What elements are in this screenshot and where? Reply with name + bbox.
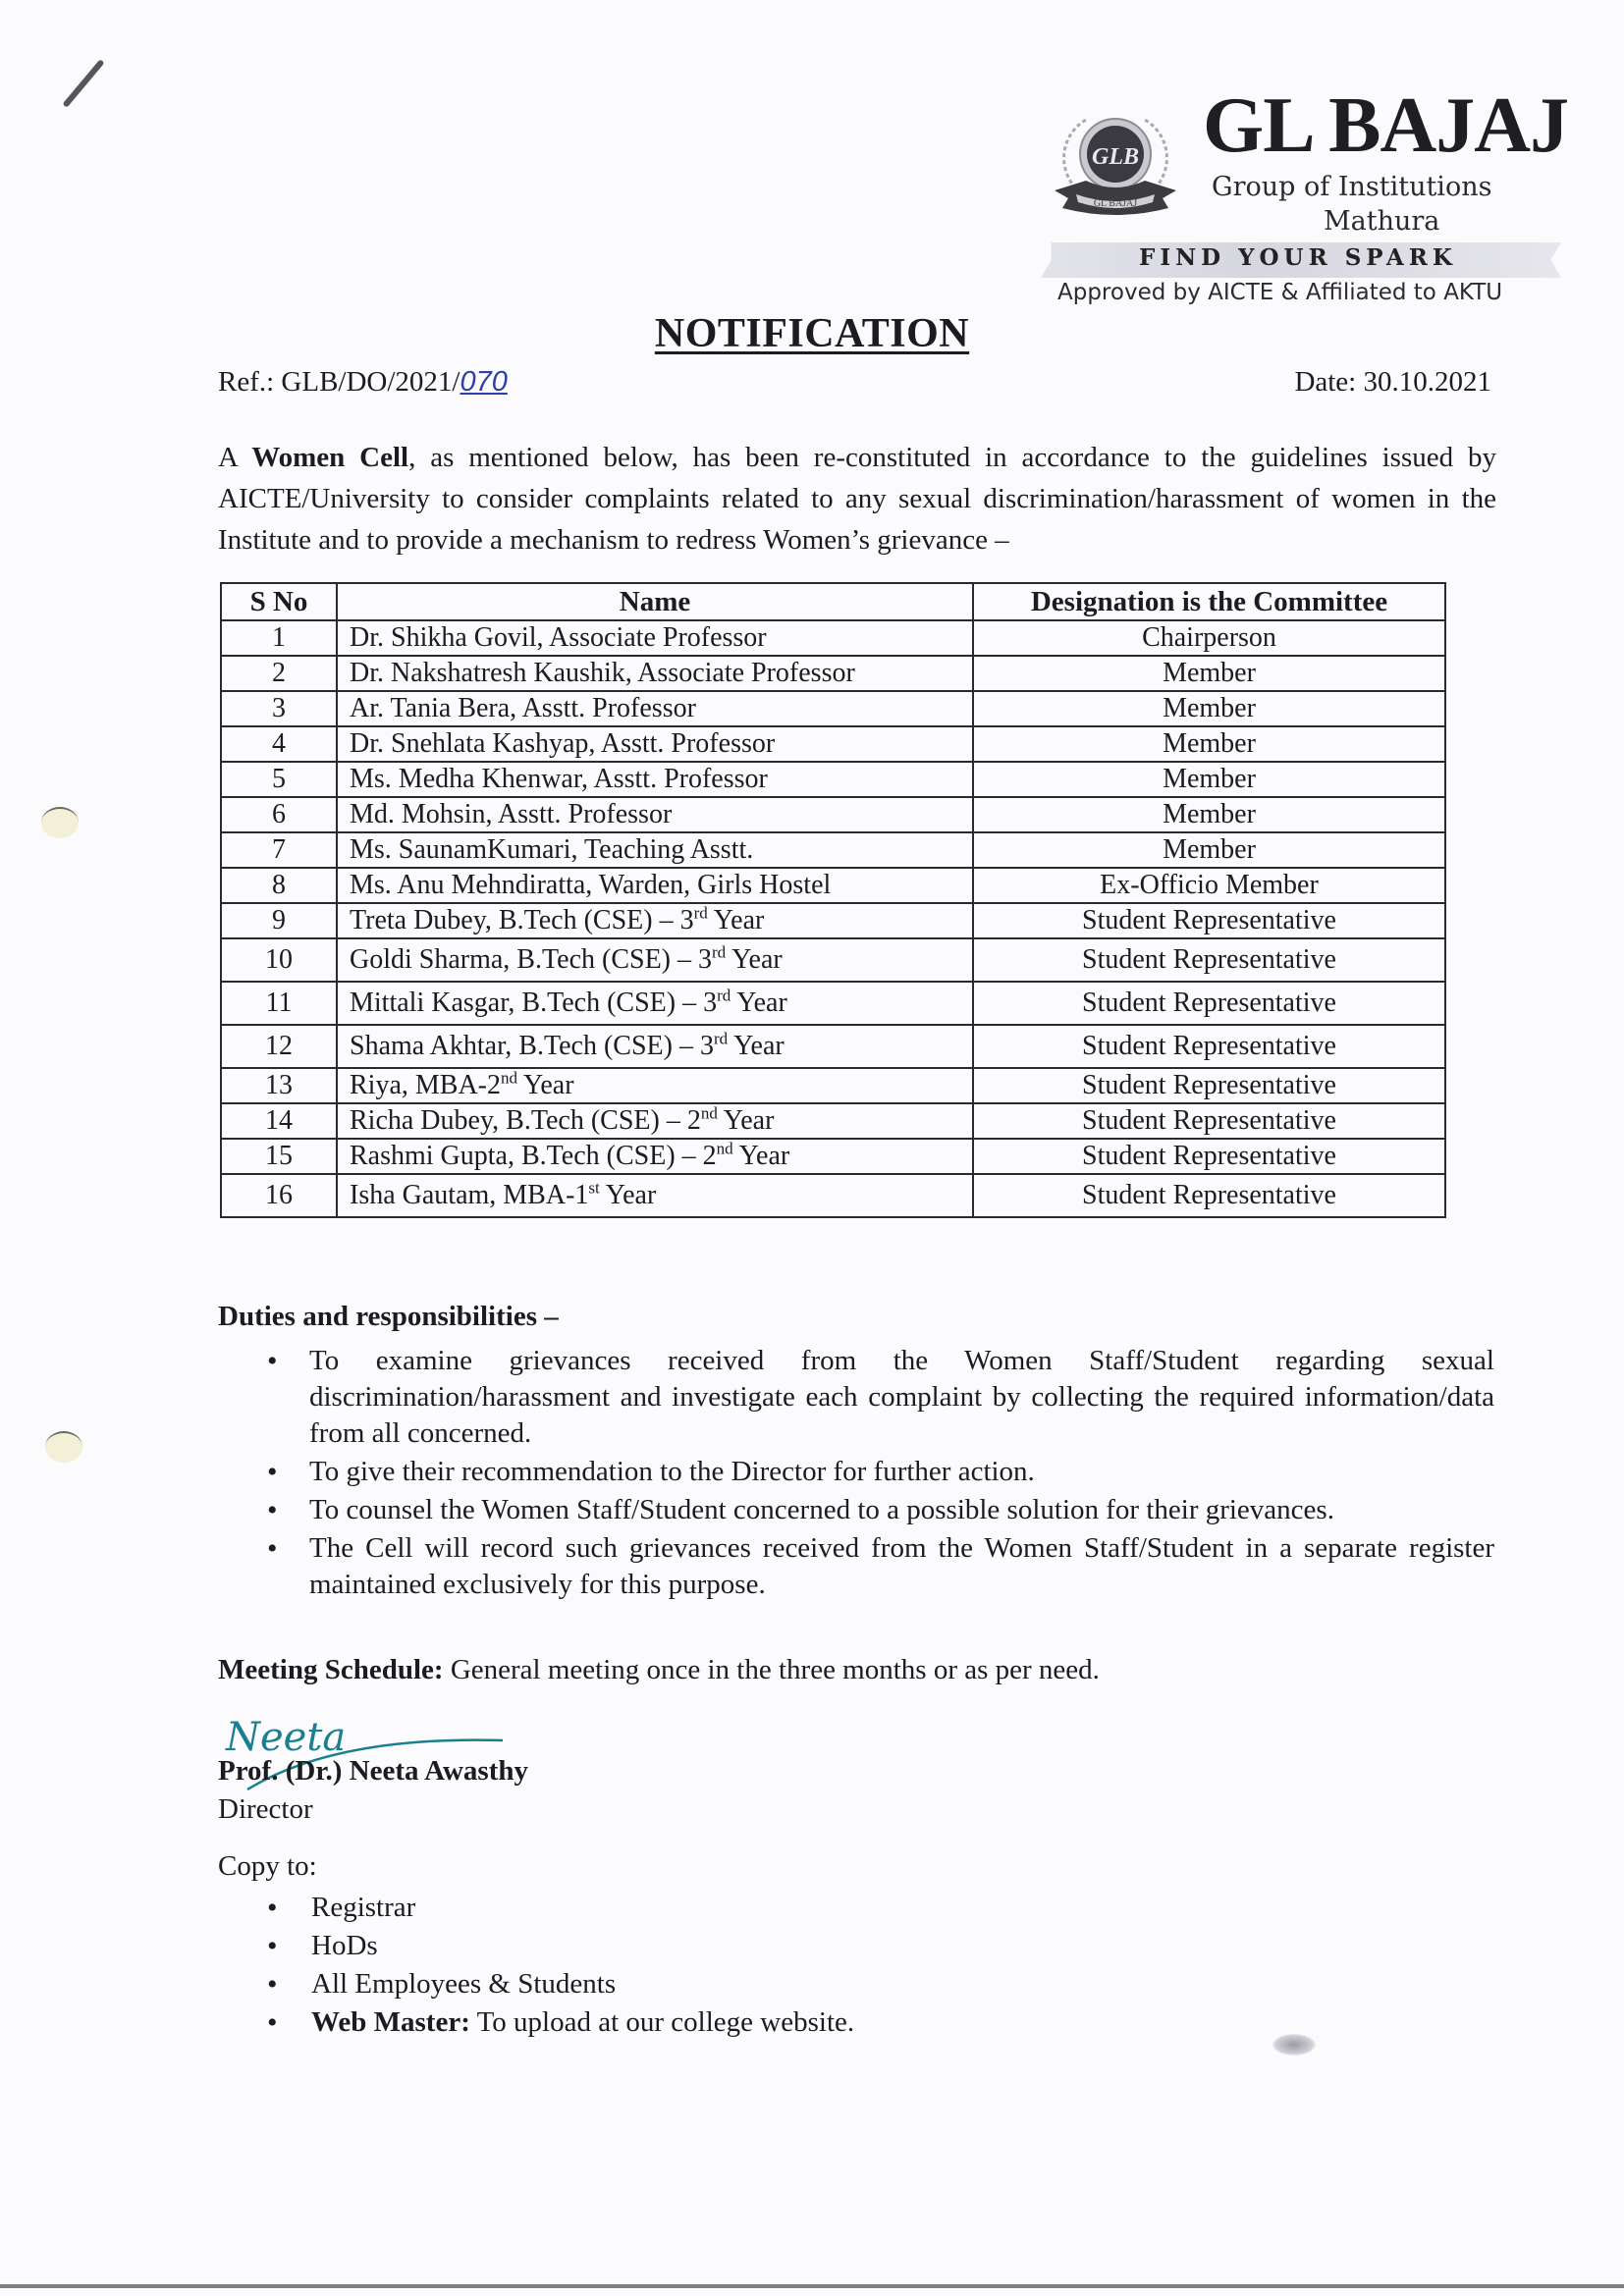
cell-designation: Member <box>973 832 1445 868</box>
svg-text:Neeta: Neeta <box>226 1715 347 1760</box>
table-row <box>221 832 1445 868</box>
signatory-role: Director <box>218 1793 313 1825</box>
institution-emblem-icon <box>1047 100 1184 218</box>
intro-paragraph: A Women Cell, as mentioned below, has been re-constituted in accordance to the guidelines issued by AICTE/University to consider complaints related to any sexual discrimination/harassment of women in the Institute and to provide a mechanism to redress Women’s grievance – <box>218 442 1496 556</box>
cell-name: Ms. Anu Mehndiratta, Warden, Girls Hostel <box>337 868 973 903</box>
page-edge <box>0 2284 1624 2288</box>
duty-item: • To examine grievances received from the Women Staff/Student regarding sexual discrimination/harassment and investigate each complaint by collecting the required information/data from all concerned. <box>267 1343 1494 1452</box>
duty-item: • To give their recommendation to the Director for further action. <box>267 1454 1494 1490</box>
table-row <box>221 1174 1445 1217</box>
cell-name: Ms. Medha Khenwar, Asstt. Professor <box>337 762 973 797</box>
table-row <box>221 1103 1445 1139</box>
table-row <box>221 691 1445 726</box>
cell-designation: Student Representative <box>973 1174 1445 1217</box>
cell-sno: 7 <box>221 832 337 868</box>
cell-designation: Member <box>973 726 1445 762</box>
copy-to-item: • All Employees & Students <box>267 1966 1151 2002</box>
cell-name: Ar. Tania Bera, Asstt. Professor <box>337 691 973 726</box>
cell-sno: 6 <box>221 797 337 832</box>
brand-city: Mathura <box>1324 206 1440 237</box>
cell-name: Dr. Nakshatresh Kaushik, Associate Professor <box>337 656 973 691</box>
cell-name: Riya, MBA-2nd Year <box>337 1068 973 1103</box>
table-row <box>221 1068 1445 1103</box>
table-row <box>221 868 1445 903</box>
cell-sno: 1 <box>221 620 337 656</box>
duties-heading: Duties and responsibilities – <box>218 1301 559 1332</box>
table-row <box>221 903 1445 938</box>
cell-sno: 13 <box>221 1068 337 1103</box>
meeting-schedule-text: General meeting once in the three months or as per need. <box>443 1654 1100 1685</box>
svg-text:GL BAJAJ: GL BAJAJ <box>1093 198 1138 209</box>
meeting-schedule <box>218 1654 1100 1686</box>
column-header-designation: Designation is the Committee <box>973 583 1445 620</box>
cell-name: Treta Dubey, B.Tech (CSE) – 3rd Year <box>337 903 973 938</box>
cell-sno: 5 <box>221 762 337 797</box>
cell-name: Ms. SaunamKumari, Teaching Asstt. <box>337 832 973 868</box>
women-cell-label: Women Cell <box>251 442 409 473</box>
handwritten-signature <box>218 1696 513 1804</box>
cell-designation: Member <box>973 762 1445 797</box>
duties-list <box>267 1343 1494 1605</box>
table-row <box>221 620 1445 656</box>
copy-to-item: • HoDs <box>267 1928 1151 1964</box>
table-row <box>221 762 1445 797</box>
reference-handwritten-number: 070 <box>460 366 508 398</box>
ink-smudge <box>1272 2034 1316 2056</box>
cell-designation: Ex-Officio Member <box>973 868 1445 903</box>
column-header-sno: S No <box>221 583 337 620</box>
cell-designation: Member <box>973 691 1445 726</box>
cell-sno: 16 <box>221 1174 337 1217</box>
cell-name: Dr. Shikha Govil, Associate Professor <box>337 620 973 656</box>
copy-to-list <box>267 1890 1151 2043</box>
table-row <box>221 1139 1445 1174</box>
reference-prefix: Ref.: GLB/DO/2021/ <box>218 366 460 398</box>
cell-name: Mittali Kasgar, B.Tech (CSE) – 3rd Year <box>337 982 973 1025</box>
punch-hole-bottom <box>45 1431 82 1463</box>
staple-mark <box>62 59 104 108</box>
tagline: FIND YOUR SPARK <box>1139 244 1457 271</box>
cell-designation: Student Representative <box>973 903 1445 938</box>
cell-name: Isha Gautam, MBA-1st Year <box>337 1174 973 1217</box>
table-row <box>221 726 1445 762</box>
table-row <box>221 982 1445 1025</box>
duty-item: • To counsel the Women Staff/Student concerned to a possible solution for their grievances. <box>267 1492 1494 1528</box>
document-title: NOTIFICATION <box>654 311 970 356</box>
reference-number <box>218 366 508 399</box>
letterhead <box>1041 82 1591 321</box>
copy-to-heading: Copy to: <box>218 1850 317 1882</box>
approval-line: Approved by AICTE & Affiliated to AKTU <box>1057 280 1503 305</box>
cell-sno: 3 <box>221 691 337 726</box>
document-date: Date: 30.10.2021 <box>1294 366 1491 398</box>
cell-sno: 9 <box>221 903 337 938</box>
cell-designation: Chairperson <box>973 620 1445 656</box>
cell-name: Md. Mohsin, Asstt. Professor <box>337 797 973 832</box>
cell-designation: Student Representative <box>973 938 1445 982</box>
cell-name: Rashmi Gupta, B.Tech (CSE) – 2nd Year <box>337 1139 973 1174</box>
cell-designation: Student Representative <box>973 1025 1445 1068</box>
cell-designation: Student Representative <box>973 1139 1445 1174</box>
brand-subtitle: Group of Institutions <box>1212 172 1492 202</box>
cell-sno: 14 <box>221 1103 337 1139</box>
cell-sno: 4 <box>221 726 337 762</box>
cell-sno: 8 <box>221 868 337 903</box>
table-row <box>221 938 1445 982</box>
brand-name: GL BAJAJ <box>1203 82 1569 169</box>
table-row <box>221 1025 1445 1068</box>
committee-table <box>220 582 1446 1218</box>
table-row <box>221 797 1445 832</box>
cell-name: Goldi Sharma, B.Tech (CSE) – 3rd Year <box>337 938 973 982</box>
cell-sno: 2 <box>221 656 337 691</box>
meeting-schedule-label: Meeting Schedule: <box>218 1654 444 1685</box>
cell-sno: 11 <box>221 982 337 1025</box>
cell-designation: Member <box>973 797 1445 832</box>
column-header-name: Name <box>337 583 973 620</box>
cell-name: Dr. Snehlata Kashyap, Asstt. Professor <box>337 726 973 762</box>
svg-text:GLB: GLB <box>1092 144 1139 170</box>
cell-name: Richa Dubey, B.Tech (CSE) – 2nd Year <box>337 1103 973 1139</box>
cell-designation: Student Representative <box>973 982 1445 1025</box>
cell-designation: Member <box>973 656 1445 691</box>
signatory-name: Prof. (Dr.) Neeta Awasthy <box>218 1755 528 1787</box>
cell-sno: 10 <box>221 938 337 982</box>
duty-item: • The Cell will record such grievances received from the Women Staff/Student in a separate register maintained exclusively for this purpose. <box>267 1530 1494 1603</box>
punch-hole-top <box>41 807 79 838</box>
cell-name: Shama Akhtar, B.Tech (CSE) – 3rd Year <box>337 1025 973 1068</box>
table-row <box>221 656 1445 691</box>
cell-sno: 15 <box>221 1139 337 1174</box>
cell-sno: 12 <box>221 1025 337 1068</box>
copy-to-item: • Web Master: To upload at our college website. <box>267 2004 1151 2041</box>
copy-to-item: • Registrar <box>267 1890 1151 1926</box>
cell-designation: Student Representative <box>973 1103 1445 1139</box>
table-header-row <box>221 583 1445 620</box>
cell-designation: Student Representative <box>973 1068 1445 1103</box>
